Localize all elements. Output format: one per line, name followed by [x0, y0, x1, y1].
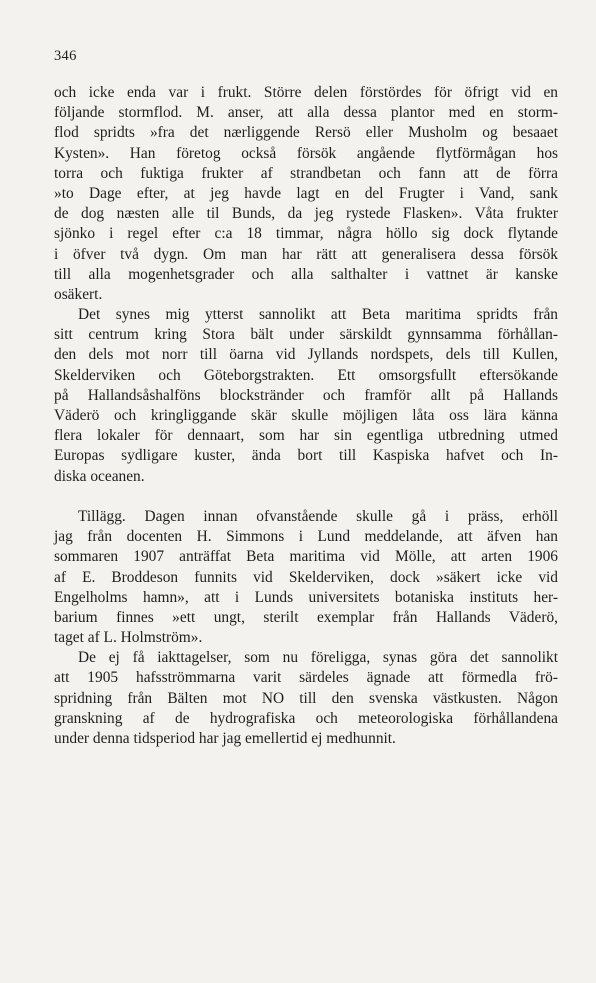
text-line: flod spridts »fra det nærliggende Rersö eller Musholm og besaaet	[54, 124, 558, 142]
text-line: den dels mot norr till öarna vid Jyllands nordspets, dels till Kullen,	[54, 346, 558, 364]
text-column	[54, 83, 558, 749]
text-line: de dog næsten alle til Bunds, da jeg rystede Flasken». Våta frukter	[54, 205, 558, 223]
text-line: Tillägg. Dagen innan ofvanstående skulle gå i präss, erhöll	[78, 507, 558, 525]
text-line: osäkert.	[54, 285, 103, 303]
text-line: i öfver två dygn. Om man har rätt att generalisera dessa försök	[54, 245, 558, 263]
paragraph	[54, 305, 558, 487]
text-line: och icke enda var i frukt. Större delen förstördes för öfrigt vid en	[54, 84, 558, 101]
text-line: sitt centrum kring Stora bält under särskildt gynnsamma förhållan-	[54, 326, 558, 344]
text-line: af E. Broddeson funnits vid Skelderviken, dock »säkert icke vid	[54, 568, 558, 586]
text-line: Europas sydligare kuster, ända bort till Kaspiska hafvet och In-	[54, 447, 558, 465]
text-line: spridning från Bälten mot NO till den svenska västkusten. Någon	[54, 689, 558, 707]
text-line: flera lokaler för dennaart, som har sin egentliga utbredning utmed	[54, 427, 558, 445]
text-line: diska oceanen.	[54, 467, 145, 485]
text-line: Det synes mig ytterst sannolikt att Beta maritima spridts från	[78, 306, 558, 324]
text-line: på Hallandsåshalföns blockstränder och framför allt på Hallands	[54, 386, 558, 404]
text-line: Engelholms hamn», att i Lunds universitets botaniska instituts her-	[54, 588, 558, 606]
text-line: under denna tidsperiod har jag emellertid ej medhunnit.	[54, 730, 396, 747]
text-line: torra och fuktiga frukter af strandbetan och fann att de förra	[54, 164, 558, 182]
paragraph-gap	[54, 487, 558, 507]
text-line: Väderö och kringliggande skär skulle möjligen låta oss lära känna	[54, 407, 558, 424]
text-line: följande stormflod. M. anser, att alla dessa plantor med en storm-	[54, 104, 558, 122]
page-number: 346	[54, 48, 77, 64]
paragraph	[54, 83, 558, 305]
text-line: »to Dage efter, at jeg havde lagt en del Frugter i Vand, sank	[54, 184, 558, 202]
text-line: granskning af de hydrografiska och meteorologiska förhållandena	[54, 709, 558, 727]
text-line: jag från docenten H. Simmons i Lund meddelande, att äfven han	[54, 528, 558, 546]
text-line: sjönko i regel efter c:a 18 timmar, några höllo sig dock flytande	[54, 225, 558, 243]
text-line: till alla mogenhetsgrader och alla salthalter i vattnet är kanske	[54, 265, 558, 283]
paragraph	[54, 648, 558, 749]
text-line: Kysten». Han företog också försök angående flytförmågan hos	[54, 144, 558, 162]
paragraph	[54, 507, 558, 648]
text-line: Skelderviken och Göteborgstrakten. Ett omsorgsfullt eftersökande	[54, 366, 558, 384]
text-line: att 1905 hafsströmmarna varit särdeles ägnade att förmedla frö-	[54, 669, 558, 687]
text-line: De ej få iakttagelser, som nu föreligga, synas göra det sannolikt	[78, 649, 558, 667]
text-line: barium finnes »ett ungt, sterilt exemplar från Hallands Väderö,	[54, 608, 558, 626]
text-line: taget af L. Holmström».	[54, 629, 203, 647]
text-line: sommaren 1907 anträffat Beta maritima vid Mölle, att arten 1906	[54, 548, 558, 566]
